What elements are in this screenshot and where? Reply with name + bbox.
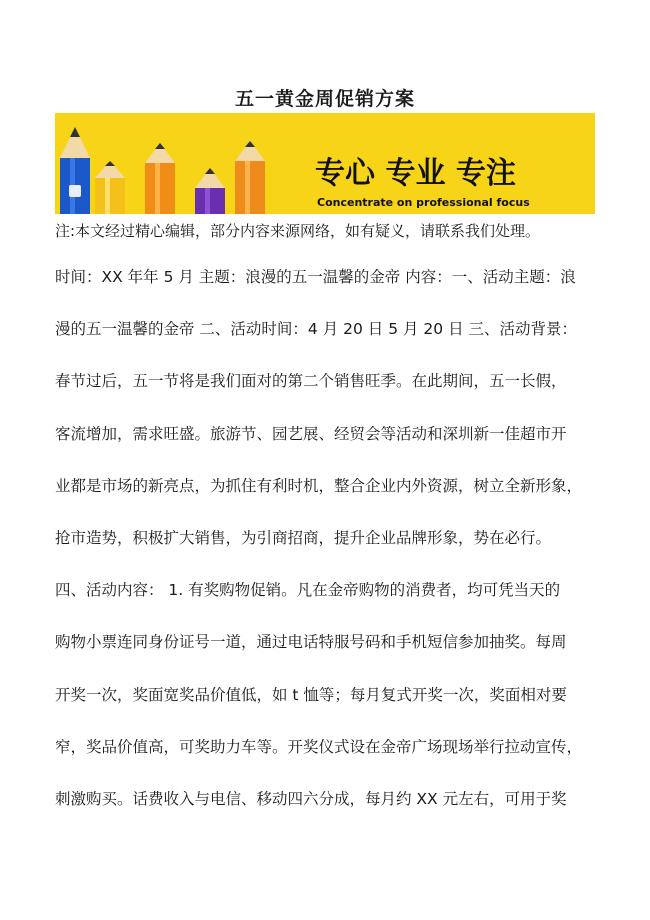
body-line: 业都是市场的新亮点，为抓住有利时机，整合企业内外资源，树立全新形象， [55,476,583,495]
pencils-illustration [55,113,595,214]
editor-note: 注:本文经过精心编辑，部分内容来源网络，如有疑义，请联系我们处理。 [55,222,541,240]
body-line: 漫的五一温馨的金帝 二、活动时间：4 月 20 日 5 月 20 日 三、活动背景： [55,320,578,339]
banner-image [55,113,595,214]
document-title: 五一黄金周促销方案 [234,88,415,110]
banner-subline: Concentrate on professional focus [317,196,530,209]
body-line: 客流增加，需求旺盛。旅游节、园艺展、经贸会等活动和深圳新一佳超市开 [55,424,567,443]
body-line: 开奖一次，奖面宽奖品价值低，如 t 恤等；每月复式开奖一次，奖面相对要 [55,685,567,704]
banner-headline: 专心 专业 专注 [315,156,516,191]
body-line: 春节过后，五一节将是我们面对的第二个销售旺季。在此期间，五一长假， [55,372,567,391]
body-line: 抢市造势，积极扩大销售，为引商招商，提升企业品牌形象，势在必行。 [55,528,552,547]
body-line: 窄，奖品价值高，可奖助力车等。开奖仪式设在金帝广场现场举行拉动宣传， [55,737,583,756]
body-line: 四、活动内容： 1. 有奖购物促销。凡在金帝购物的消费者，均可凭当天的 [55,581,561,600]
body-line: 时间：XX 年年 5 月 主题：浪漫的五一温馨的金帝 内容：一、活动主题：浪 [55,268,576,286]
body-line: 刺激购买。话费收入与电信、移动四六分成，每月约 XX 元左右，可用于奖 [55,789,567,808]
document-body [55,251,600,825]
body-line: 购物小票连同身份证号一道，通过电话特服号码和手机短信参加抽奖。每周 [55,633,567,652]
